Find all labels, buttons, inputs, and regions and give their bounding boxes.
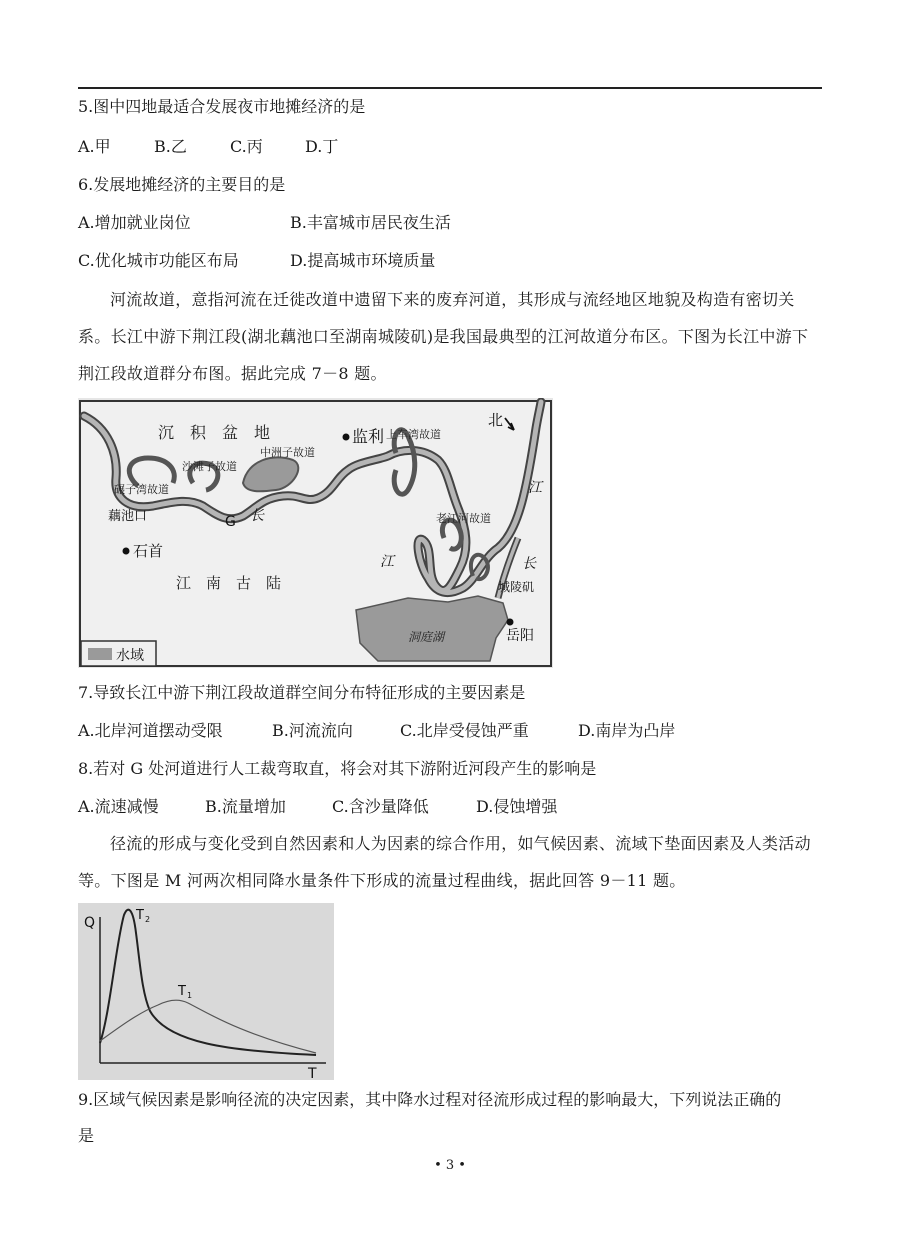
dongting-lake-shape [356, 596, 508, 661]
passage-runoff: 径流的形成与变化受到自然因素和人为因素的综合作用，如气候因素、流域下垫面因素及人类活动等。下图是 M 河两次相同降水量条件下形成的流量过程曲线，据此回答 9－11 题。 [78, 834, 811, 890]
label-g: G [225, 514, 236, 530]
question-8-stem: 8.若对 G 处河道进行人工裁弯取直，将会对其下游附近河段产生的影响是 [78, 759, 597, 778]
shishou-dot [123, 548, 130, 555]
q5-option-c: C.丙 [230, 137, 263, 156]
q5-option-d: D.丁 [305, 137, 339, 156]
t1-subscript: 1 [187, 991, 193, 1000]
x-axis-label: T [308, 1066, 317, 1080]
q6-option-a: A.增加就业岗位 [78, 213, 191, 232]
label-jiang-mid: 江 [380, 554, 394, 570]
q8-option-d: D.侵蚀增强 [476, 797, 558, 816]
runoff-hydrograph [78, 903, 334, 1080]
q5-option-b: B.乙 [154, 137, 187, 156]
question-7-stem: 7.导致长江中游下荆江段故道群空间分布特征形成的主要因素是 [78, 683, 526, 702]
label-north: 北 [488, 411, 504, 429]
label-shishou: 石首 [133, 542, 164, 560]
q7-option-c: C.北岸受侵蚀严重 [400, 721, 529, 740]
legend-label: 水域 [116, 648, 144, 664]
q7-option-b: B.河流流向 [272, 721, 353, 740]
label-jianli: 监利 [352, 427, 385, 446]
label-shangchewan: 上车湾故道 [386, 428, 441, 441]
label-chang-left: 长 [250, 508, 264, 524]
label-ouchikou: 藕池口 [108, 509, 148, 524]
q8-option-b: B.流量增加 [205, 797, 286, 816]
question-6-stem: 6.发展地摊经济的主要目的是 [78, 175, 286, 194]
label-laojianghe: 老江河故道 [436, 512, 491, 525]
question-5-stem: 5.图中四地最适合发展夜市地摊经济的是 [78, 97, 366, 116]
y-axis-label: Q [84, 915, 96, 931]
passage-river-channels: 河流故道，意指河流在迁徙改道中遗留下来的废弃河道，其形成与流经地区地貌及构造有密切关系。长江中游下荆江段(湖北藕池口至湖南城陵矶)是我国最典型的江河故道分布区。下图为长江中游下荆江段故道群分布图。据此完成 7－8 题。 [78, 290, 809, 383]
q6-option-d: D.提高城市环境质量 [290, 251, 436, 270]
t2-subscript: 2 [145, 915, 151, 924]
label-zhongzhouzi: 中洲子故道 [260, 446, 315, 459]
label-jiang-right: 江 [528, 480, 542, 496]
label-shatanzi: 沙滩子故道 [182, 460, 237, 473]
question-9-stem-line1: 9.区域气候因素是影响径流的决定因素，其中降水过程对径流形成过程的影响最大，下列说法正确的 [78, 1090, 782, 1109]
q6-option-c: C.优化城市功能区布局 [78, 251, 239, 270]
q8-option-a: A.流速减慢 [78, 797, 159, 816]
q5-option-a: A.甲 [78, 137, 111, 156]
top-rule [78, 87, 822, 89]
question-9-stem-line2: 是 [78, 1126, 95, 1145]
q7-option-a: A.北岸河道摆动受限 [78, 721, 223, 740]
jianli-dot [343, 434, 350, 441]
jingjiang-channel-map [78, 398, 553, 668]
label-chenglingji: 城陵矶 [498, 580, 535, 594]
q8-option-c: C.含沙量降低 [332, 797, 429, 816]
t1-label: T [178, 984, 186, 999]
label-qizipu: 碾子湾故道 [114, 483, 169, 496]
t2-label: T [136, 908, 144, 923]
label-chang-right: 长 [522, 556, 536, 572]
q7-option-d: D.南岸为凸岸 [578, 721, 676, 740]
q6-option-b: B.丰富城市居民夜生活 [290, 213, 451, 232]
label-jiangnan: 江 南 古 陆 [176, 574, 282, 592]
yueyang-dot [507, 619, 514, 626]
label-dongting: 洞庭湖 [408, 630, 445, 644]
label-basin: 沉 积 盆 地 [158, 423, 271, 442]
label-yueyang: 岳阳 [506, 628, 534, 644]
page-number: • 3 • [434, 1158, 466, 1173]
legend-swatch [88, 648, 112, 660]
